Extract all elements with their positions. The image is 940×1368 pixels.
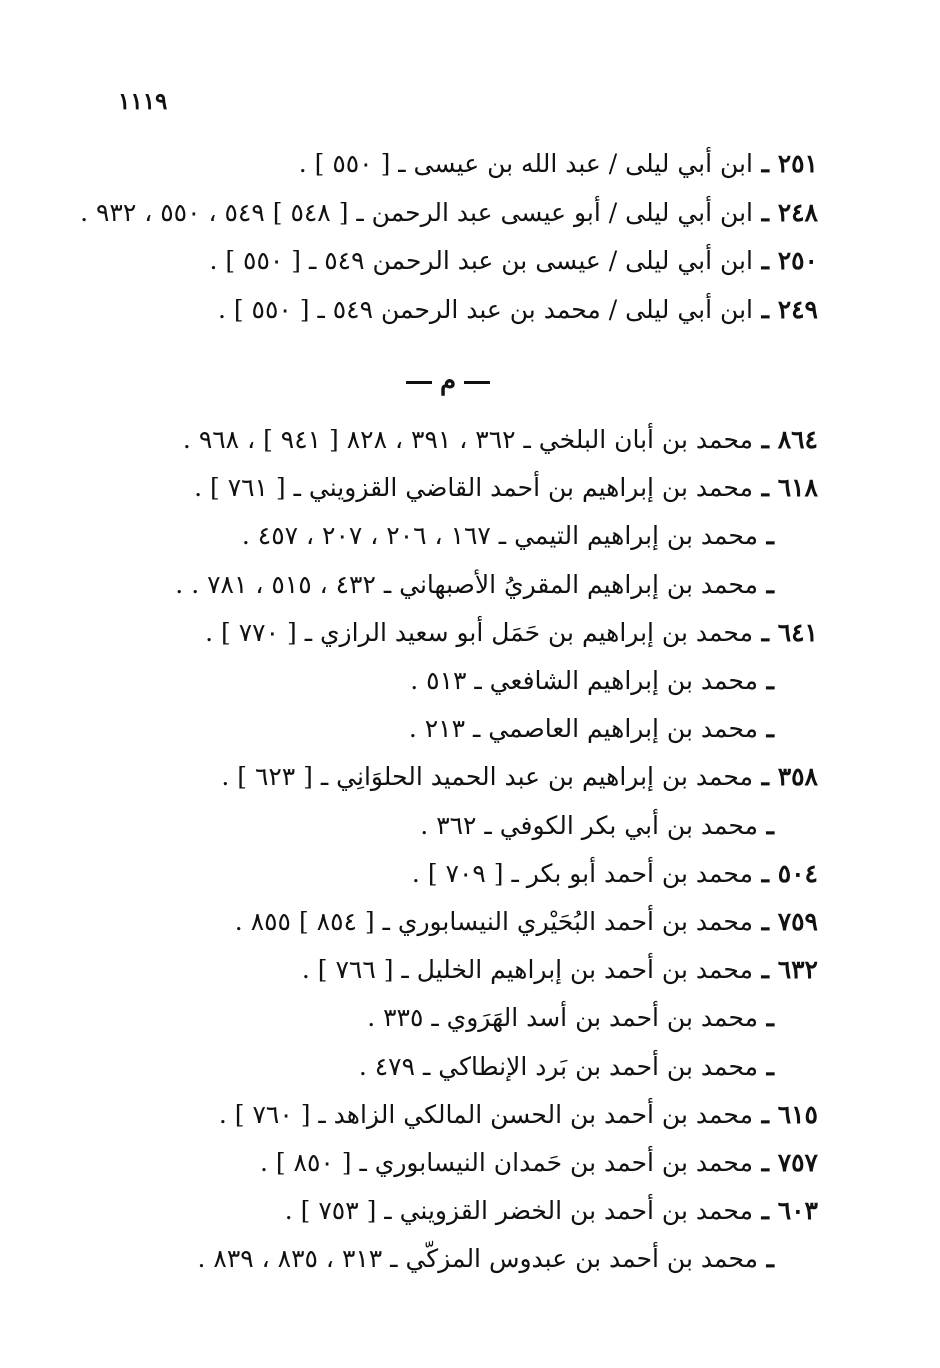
index-entry <box>242 520 774 552</box>
entry-number: ٦٤١ <box>777 617 818 647</box>
entry-dash: ـ <box>752 294 778 324</box>
index-entry <box>260 1147 818 1179</box>
entry-text: محمد بن أحمد بن عبدوس المزكّي ـ ٣١٣ ، ٨٣٥ ، ٨٣٩ . <box>197 1244 758 1274</box>
entry-text: محمد بن إبراهيم بن حَمَل أبو سعيد الرازي ـ [ ٧٧٠ ] . <box>205 617 753 647</box>
section-heading <box>78 364 818 398</box>
section-letter: م <box>439 366 457 396</box>
entry-number: ٦٠٣ <box>777 1196 818 1226</box>
index-entry <box>183 424 818 456</box>
heading-rule <box>464 381 490 384</box>
entry-dash: ـ <box>752 473 778 503</box>
index-entry <box>221 761 818 793</box>
entry-text: محمد بن إبراهيم بن عبد الحميد الحلوَانِي ـ [ ٦٢٣ ] . <box>221 762 753 792</box>
index-entry <box>367 1002 774 1034</box>
entry-text: محمد بن أحمد بن الحسن المالكي الزاهد ـ [ ٧٦٠ ] . <box>218 1099 753 1129</box>
heading-rule <box>406 381 432 384</box>
entry-text: محمد بن إبراهيم الشافعي ـ ٥١٣ . <box>410 666 758 695</box>
entry-dash: ـ <box>757 1003 774 1033</box>
entry-text: ابن أبي ليلى / عبد الله بن عيسى ـ [ ٥٥٠ ] . <box>298 149 753 178</box>
entry-dash: ـ <box>752 907 778 936</box>
entry-text: محمد بن أحمد بن أسد الهَرَوي ـ ٣٣٥ . <box>367 1003 758 1033</box>
entry-dash: ـ <box>757 666 774 695</box>
entry-text: محمد بن أحمد البُحَيْري النيسابوري ـ [ ٨٥٤ ] ٨٥٥ . <box>234 907 753 936</box>
entry-number: ٥٠٤ <box>777 858 818 888</box>
entry-number: ٨٦٤ <box>777 425 818 454</box>
entry-dash: ـ <box>752 762 778 792</box>
entry-number: ٦١٥ <box>777 1099 818 1129</box>
entry-text: ابن أبي ليلى / عيسى بن عبد الرحمن ٥٤٩ ـ [ ٥٥٠ ] . <box>209 246 753 275</box>
index-entry <box>175 569 774 601</box>
index-entry <box>235 906 818 938</box>
entry-number: ٦١٨ <box>777 473 818 503</box>
entry-text: محمد بن أبان البلخي ـ ٣٦٢ ، ٣٩١ ، ٨٢٨ [ ٩٤١ ] ، ٩٦٨ . <box>182 425 753 454</box>
entry-dash: ـ <box>757 810 774 840</box>
entry-dash: ـ <box>752 955 778 985</box>
entry-text: محمد بن أحمد أبو بكر ـ [ ٧٠٩ ] . <box>411 858 753 888</box>
index-entry <box>299 148 818 180</box>
entry-number: ٧٥٩ <box>777 907 818 936</box>
index-entry <box>205 617 818 649</box>
entry-text: محمد بن إبراهيم المقريُ الأصبهاني ـ ٤٣٢ ، ٥١٥ ، ٧٨١ . . <box>175 569 758 599</box>
index-entry <box>209 245 818 277</box>
entry-text: محمد بن إبراهيم بن أحمد القاضي القزويني ـ [ ٧٦١ ] . <box>194 473 753 503</box>
entry-text: محمد بن أحمد بن الخضر القزويني ـ [ ٧٥٣ ] . <box>284 1196 753 1226</box>
index-entry <box>198 1243 775 1275</box>
entry-number: ٢٤٨ <box>777 197 818 227</box>
entry-number: ٢٥١ <box>777 149 818 178</box>
index-entry <box>359 1051 774 1083</box>
index-entry <box>420 810 774 842</box>
entry-number: ٧٥٧ <box>777 1148 818 1177</box>
entry-number: ٢٥٠ <box>777 246 818 275</box>
entry-dash: ـ <box>757 714 774 744</box>
index-entry <box>285 1195 818 1227</box>
index-entry <box>409 713 774 745</box>
entry-text: محمد بن أحمد بن حَمدان النيسابوري ـ [ ٨٥٠ ] . <box>259 1148 753 1177</box>
entry-text: ابن أبي ليلى / أبو عيسى عبد الرحمن ـ [ ٥٤٨ ] ٥٤٩ ، ٥٥٠ ، ٩٣٢ . <box>80 197 753 227</box>
entry-dash: ـ <box>757 1051 774 1081</box>
page-number: ١١١٩ <box>118 88 168 115</box>
entry-dash: ـ <box>752 1099 778 1129</box>
entry-dash: ـ <box>752 149 778 178</box>
index-entry <box>194 472 818 504</box>
entry-dash: ـ <box>752 1148 778 1177</box>
entry-dash: ـ <box>752 425 778 454</box>
index-entry <box>412 858 818 890</box>
entry-number: ٢٤٩ <box>777 294 818 324</box>
entry-number: ٣٥٨ <box>777 762 818 792</box>
entry-dash: ـ <box>752 197 778 227</box>
entry-dash: ـ <box>757 569 774 599</box>
entry-dash: ـ <box>757 521 774 551</box>
entry-text: محمد بن إبراهيم التيمي ـ ١٦٧ ، ٢٠٦ ، ٢٠٧ ، ٤٥٧ . <box>241 521 758 551</box>
index-entry <box>218 294 818 326</box>
entry-text: ابن أبي ليلى / محمد بن عبد الرحمن ٥٤٩ ـ [ ٥٥٠ ] . <box>217 294 753 324</box>
entry-dash: ـ <box>752 246 778 275</box>
index-entry <box>302 954 818 986</box>
entry-text: محمد بن أحمد بن إبراهيم الخليل ـ [ ٧٦٦ ] . <box>301 955 753 985</box>
entry-dash: ـ <box>752 617 778 647</box>
entry-text: محمد بن أبي بكر الكوفي ـ ٣٦٢ . <box>420 810 758 840</box>
entry-dash: ـ <box>752 1196 778 1226</box>
index-entry <box>410 665 774 697</box>
entry-text: محمد بن أحمد بن بَرد الإنطاكي ـ ٤٧٩ . <box>358 1051 758 1081</box>
index-entry <box>219 1099 818 1131</box>
index-entry <box>80 197 818 229</box>
entry-number: ٦٣٢ <box>777 955 818 985</box>
entry-text: محمد بن إبراهيم العاصمي ـ ٢١٣ . <box>408 714 758 744</box>
entry-dash: ـ <box>752 858 778 888</box>
entry-dash: ـ <box>757 1244 774 1274</box>
